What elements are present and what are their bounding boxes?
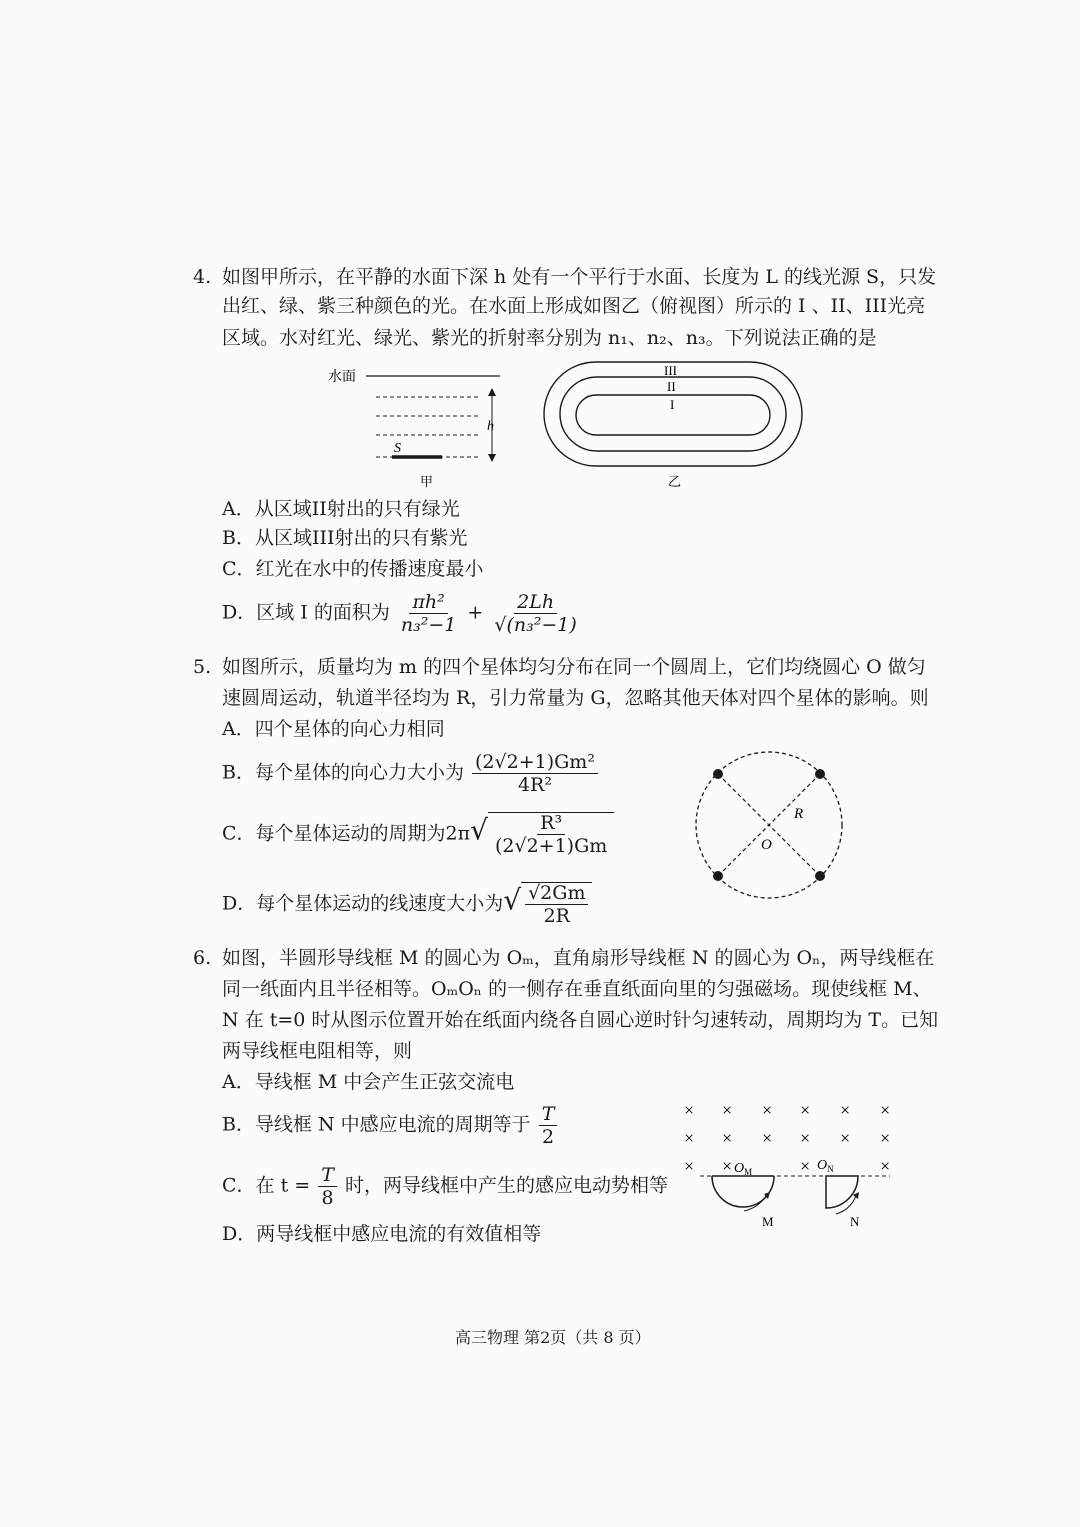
q6-stem-line-1: 如图，半圆形导线框 M 的圆心为 Oₘ，直角扇形导线框 N 的圆心为 Oₙ，两导线框在: [222, 947, 935, 969]
q6-figure: [670, 1096, 910, 1236]
q5-option-d-prefix: D．每个星体运动的线速度大小为: [222, 892, 504, 915]
denominator: 8: [321, 1187, 334, 1209]
radical-sign: √: [503, 883, 522, 917]
figure-yi-caption: 乙: [668, 474, 682, 489]
q5-option-d: [222, 882, 592, 926]
q4-stem-line-3: 区域。水对红光、绿光、紫光的折射率分别为 n₁、n₂、n₃。下列说法正确的是: [222, 327, 877, 349]
region-label-I: I: [670, 397, 675, 412]
numerator: 2Lh: [514, 592, 557, 614]
plus-sign: +: [467, 601, 484, 624]
radius-label: R: [794, 806, 804, 822]
q4-figure-yi: [540, 358, 810, 493]
denominator: √(n₃²−1): [494, 614, 577, 636]
q6-stem-line-3: N 在 t=0 时从图示位置开始在纸面内绕各自圆心逆时针匀速转动，周期均为 T。已知: [222, 1009, 939, 1031]
field-cross: ×: [800, 1100, 811, 1120]
figure-jia-caption: 甲: [420, 474, 434, 489]
field-cross: ×: [722, 1128, 733, 1148]
om-label: $O_M$: [734, 1161, 753, 1177]
frame-N-label: N: [850, 1214, 860, 1229]
q5-option-b-prefix: B．每个星体的向心力大小为: [222, 761, 464, 784]
frame-M-label: M: [762, 1214, 774, 1229]
numerator: T: [539, 1104, 558, 1126]
frame-M: [712, 1176, 774, 1207]
on-label: $O_N$: [817, 1158, 834, 1174]
depth-label: h: [487, 419, 494, 434]
numerator: T: [318, 1165, 337, 1187]
q4-option-a: A．从区域II射出的只有绿光: [222, 498, 460, 520]
q4-stem-line-1: 如图甲所示，在平静的水面下深 h 处有一个平行于水面、长度为 L 的线光源 S，只发: [222, 266, 937, 288]
denominator: 4R²: [517, 774, 552, 796]
numerator: R³: [537, 813, 565, 835]
field-cross: ×: [880, 1156, 891, 1176]
center-label: O: [761, 837, 772, 853]
q6-option-c-suffix: 时，两导线框中产生的感应电动势相等: [344, 1174, 668, 1197]
field-cross: ×: [880, 1128, 891, 1148]
field-cross: ×: [800, 1128, 811, 1148]
q6-option-c-fraction: [318, 1165, 337, 1208]
denominator: 2: [542, 1126, 555, 1148]
field-cross: ×: [722, 1156, 733, 1176]
star: [815, 871, 825, 881]
q5-stem-line-1: 如图所示，质量均为 m 的四个星体均匀分布在同一个圆周上，它们均绕圆心 O 做匀: [222, 656, 926, 678]
q4-option-d-fraction-1: [398, 592, 459, 635]
q5-option-d-fraction: [525, 883, 588, 926]
radical-sign: √: [470, 813, 488, 847]
q4-option-c: C．红光在水中的传播速度最小: [222, 558, 484, 580]
q5-option-b: [222, 752, 600, 795]
q6-option-a: A．导线框 M 中会产生正弦交流电: [222, 1071, 515, 1093]
q6-option-c: [222, 1165, 668, 1208]
field-cross: ×: [684, 1156, 695, 1176]
q6-stem-line-4: 两导线框电阻相等，则: [222, 1040, 413, 1062]
q5-figure: [690, 748, 850, 908]
field-cross: ×: [762, 1128, 773, 1148]
q6-option-b-prefix: B．导线框 N 中感应电流的周期等于: [222, 1113, 531, 1136]
field-cross: ×: [880, 1100, 891, 1120]
q4-option-b: B．从区域III射出的只有紫光: [222, 527, 468, 549]
page-footer: 高三物理 第2页（共 8 页）: [455, 1328, 651, 1347]
q5-number: 5.: [193, 656, 212, 678]
field-cross: ×: [762, 1100, 773, 1120]
field-cross: ×: [684, 1128, 695, 1148]
q5-option-b-fraction: [472, 752, 598, 795]
q6-option-d: D．两导线框中感应电流的有效值相等: [222, 1223, 542, 1245]
frame-N: [826, 1176, 858, 1208]
q4-stem-line-2: 出红、绿、紫三种颜色的光。在水面上形成如图乙（俯视图）所示的 I 、II、III光亮: [222, 295, 926, 317]
field-cross: ×: [840, 1128, 851, 1148]
denominator: (2√2+1)Gm: [494, 835, 608, 857]
star: [713, 871, 723, 881]
q6-option-c-prefix: C．在 t =: [222, 1174, 311, 1197]
numerator: (2√2+1)Gm²: [472, 752, 598, 774]
q4-figure-jia: [320, 362, 520, 492]
q5-option-a: A．四个星体的向心力相同: [222, 718, 445, 740]
q5-option-c: [222, 812, 614, 856]
source-label: S: [394, 441, 401, 456]
water-surface-label: 水面: [328, 370, 356, 385]
q5-stem-line-2: 速圆周运动，轨道半径均为 R，引力常量为 G，忽略其他天体对四个星体的影响。则: [222, 687, 929, 709]
rotation-arrow-M: [744, 1196, 766, 1211]
q6-number: 6.: [193, 947, 212, 969]
field-cross: ×: [840, 1100, 851, 1120]
field-cross: ×: [800, 1156, 811, 1176]
numerator: πh²: [409, 592, 447, 614]
denominator: n₃²−1: [400, 614, 457, 636]
q6-option-b-fraction: [539, 1104, 558, 1147]
field-cross: ×: [722, 1100, 733, 1120]
q6-option-b: [222, 1104, 559, 1147]
q4-option-d-prefix: D．区域 I 的面积为: [222, 601, 390, 624]
q6-stem-line-2: 同一纸面内且半径相等。OₘOₙ 的一侧存在垂直纸面向里的匀强磁场。现使线框 M、: [222, 978, 932, 1000]
star: [815, 769, 825, 779]
region-label-II: II: [667, 379, 676, 394]
q4-number: 4.: [193, 266, 212, 288]
region-label-III: III: [664, 363, 677, 378]
q5-option-c-prefix: C．每个星体运动的周期为2π: [222, 822, 471, 845]
q4-option-d-fraction-2: [491, 592, 579, 635]
denominator: 2R: [543, 905, 570, 927]
numerator: √2Gm: [525, 883, 588, 905]
star: [713, 769, 723, 779]
field-cross: ×: [684, 1100, 695, 1120]
q4-option-d: [222, 592, 582, 635]
q5-option-c-fraction: [492, 813, 610, 856]
